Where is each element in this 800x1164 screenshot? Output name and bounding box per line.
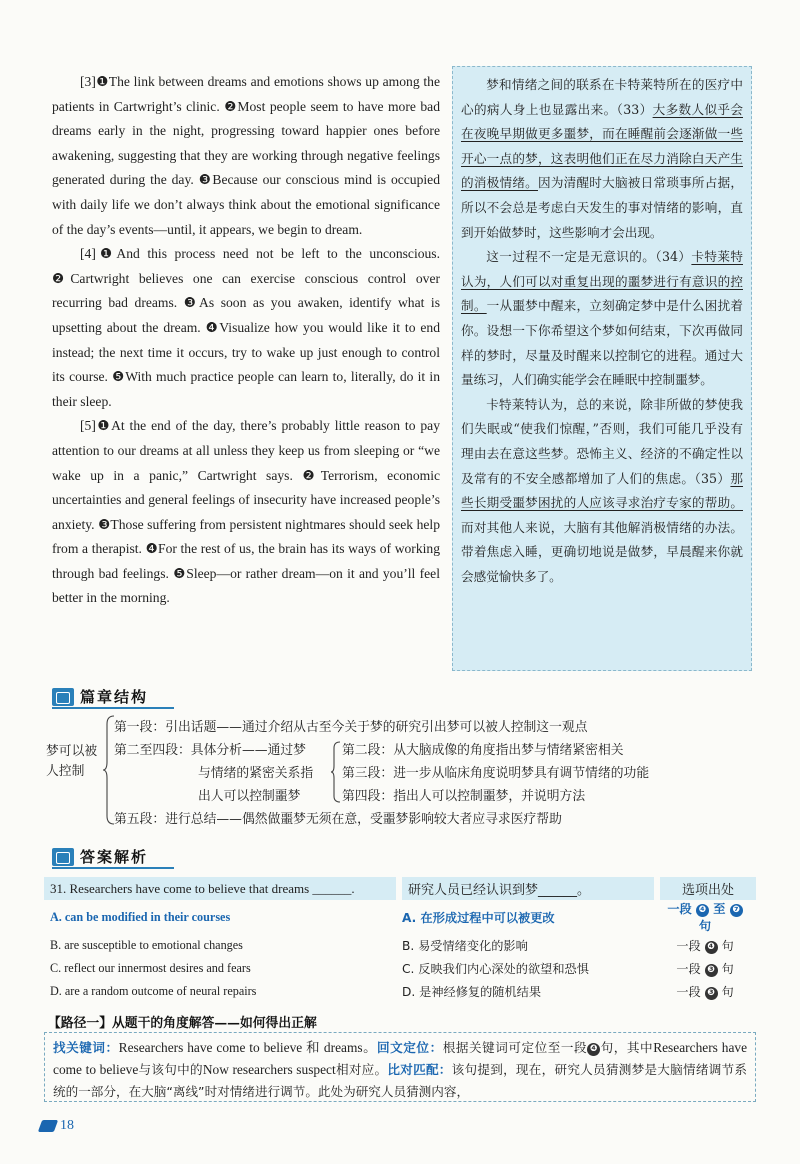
question-en: 31. Researchers have come to believe that dreams ______. (44, 877, 396, 900)
structure-sub-1: 第二段：从大脑成像的角度指出梦与情绪紧密相关 (342, 743, 624, 758)
question-row (44, 877, 756, 900)
structure-row-2c: 出人可以控制噩梦 (198, 789, 301, 804)
structure-heading: 篇章结构 (52, 686, 148, 707)
path-title: 【路径一】从题干的角度解答——如何得出正解 (48, 1016, 317, 1031)
book-icon (52, 848, 74, 866)
english-passage (52, 70, 440, 611)
option-row (44, 957, 756, 980)
option-c-cn: C. 反映我们内心深处的欲望和恐惧 (402, 962, 589, 976)
translation-panel (452, 66, 752, 671)
option-d-source: 一段 ❸ 句 (676, 985, 734, 999)
paragraph-4: [4]❶And this process need not be left to the unconscious. ❷Cartwright believes one can exercise conscious control over recurring bad dreams. ❸As soon as you awaken, identify what is upsetting about the dream. ❹Visualize how you would like it to end instead; the next time it occurs, try to wake up just enough to control its course. ❺With much practice people can learn to, literally, do it in their sleep. (52, 246, 441, 409)
option-c-en: C. reflect our innermost desires and fears (50, 961, 251, 975)
structure-row-3: 第五段：进行总结——偶然做噩梦无须在意，受噩梦影响较大者应寻求医疗帮助 (114, 812, 562, 827)
translation-paragraph: 这一过程不一定是无意识的。（34）卡特莱特认为，人们可以对重复出现的噩梦进行有意识的控制。一从噩梦中醒来，立刻确定梦中是什么困扰着你。设想一下你希望这个梦如何结束，下次再做同样的梦时，尽量及时醒来以控制它的进程。通过大量练习，人们确实能学会在睡眠中控制噩梦。 (461, 249, 744, 388)
paragraph-5: [5]❶At the end of the day, there’s probably little reason to pay attention to our dreams at all unless they keep us from sleeping or “we wake up in a panic,” Cartwright says. ❷Terrorism, economic uncertainties and general feelings of insecurity have increased people’s anxiety. ❸Those suffering from persistent nightmares should seek help from a therapist. ❹For the rest of us, the brain has its ways of working through bad feelings. ❺Sleep—or rather dream—on it and you’ll feel better in the morning. (52, 418, 441, 606)
option-b-source: 一段 ❹ 句 (676, 939, 734, 953)
option-b-en: B. are susceptible to emotional changes (50, 938, 243, 952)
page-number: 18 (40, 1118, 74, 1134)
structure-row-2b: 与情绪的紧密关系指 (198, 766, 314, 781)
answers-heading: 答案解析 (52, 846, 148, 867)
option-row (44, 900, 756, 934)
answer-table (44, 877, 756, 1003)
solution-box: 找关键词：Researchers have come to believe 和 dreams。回文定位：根据关键词可定位至一段 ❹ 句，其中Researchers have come to believe与该句中的Now researchers suspect相对应。比对匹配：该句提到，现在，研究人员猜测梦是大脑情绪调节系统的一部分，在大脑“离线”时对情绪进行调节。此处为研究人员猜测内容， (44, 1032, 756, 1102)
paragraph-3: [3]❶The link between dreams and emotions shows up among the patients in Cartwright’s clinic. ❷Most people seem to have more bad dreams early in the night, progressing toward happier ones before awakening, suggesting that they are working through negative feelings generated during the day. ❸Because our conscious mind is occupied with daily life we don’t always think about the emotional significance of the day’s events—until, it appears, we begin to dream. (52, 74, 441, 237)
option-d-en: D. are a random outcome of neural repairs (50, 984, 257, 998)
option-a-source: 一段 ❹ 至 ❼ 句 (654, 900, 756, 934)
structure-diagram (46, 712, 746, 830)
structure-sub-2: 第三段：进一步从临床角度说明梦具有调节情绪的功能 (342, 766, 650, 781)
source-header: 选项出处 (654, 877, 756, 900)
page-marker-icon (38, 1120, 58, 1132)
option-a-cn: A. 在形成过程中可以被更改 (402, 910, 555, 925)
option-c-source: 一段 ❸ 句 (676, 962, 734, 976)
heading-underline (52, 707, 174, 709)
option-row (44, 980, 756, 1003)
question-cn: 研究人员已经认识到梦______。 (396, 877, 654, 900)
option-d-cn: D. 是神经修复的随机结果 (402, 985, 542, 999)
structure-sub-3: 第四段：指出人可以控制噩梦，并说明方法 (342, 789, 586, 804)
heading-underline (52, 867, 174, 869)
option-a-en: A. can be modified in their courses (50, 909, 231, 924)
sub-brace (330, 740, 342, 804)
option-row (44, 934, 756, 957)
book-icon (52, 688, 74, 706)
translation-paragraph: 梦和情绪之间的联系在卡特莱特所在的医疗中心的病人身上也显露出来。（33）大多数人似乎会在夜晚早期做更多噩梦，而在睡醒前会逐渐做一些开心一点的梦，这表明他们正在尽力消除白天产生的消极情绪。因为清醒时大脑被日常琐事所占据，所以不会总是考虑白天发生的事对情绪的影响，直到开始做梦时，这些影响才会出现。 (461, 77, 744, 240)
structure-root: 梦可以被人控制 (46, 744, 98, 779)
structure-row-2: 第二至四段：具体分析——通过梦 (114, 743, 306, 758)
translation-paragraph: 卡特莱特认为，总的来说，除非所做的梦使我们失眠或“使我们惊醒，”否则，我们可能几乎没有理由去在意这些梦。恐怖主义、经济的不确定性以及常有的不安全感都增加了人们的焦虑。（35）那些长期受噩梦困扰的人应该寻求治疗专家的帮助。而对其他人来说，大脑有其他解消极情绪的办法。带着焦虑入睡，更确切地说是做梦，早晨醒来你就会感觉愉快多了。 (461, 396, 743, 584)
structure-row-1: 第一段：引出话题——通过介绍从古至今关于梦的研究引出梦可以被人控制这一观点 (114, 720, 588, 735)
option-b-cn: B. 易受情绪变化的影响 (402, 939, 528, 953)
